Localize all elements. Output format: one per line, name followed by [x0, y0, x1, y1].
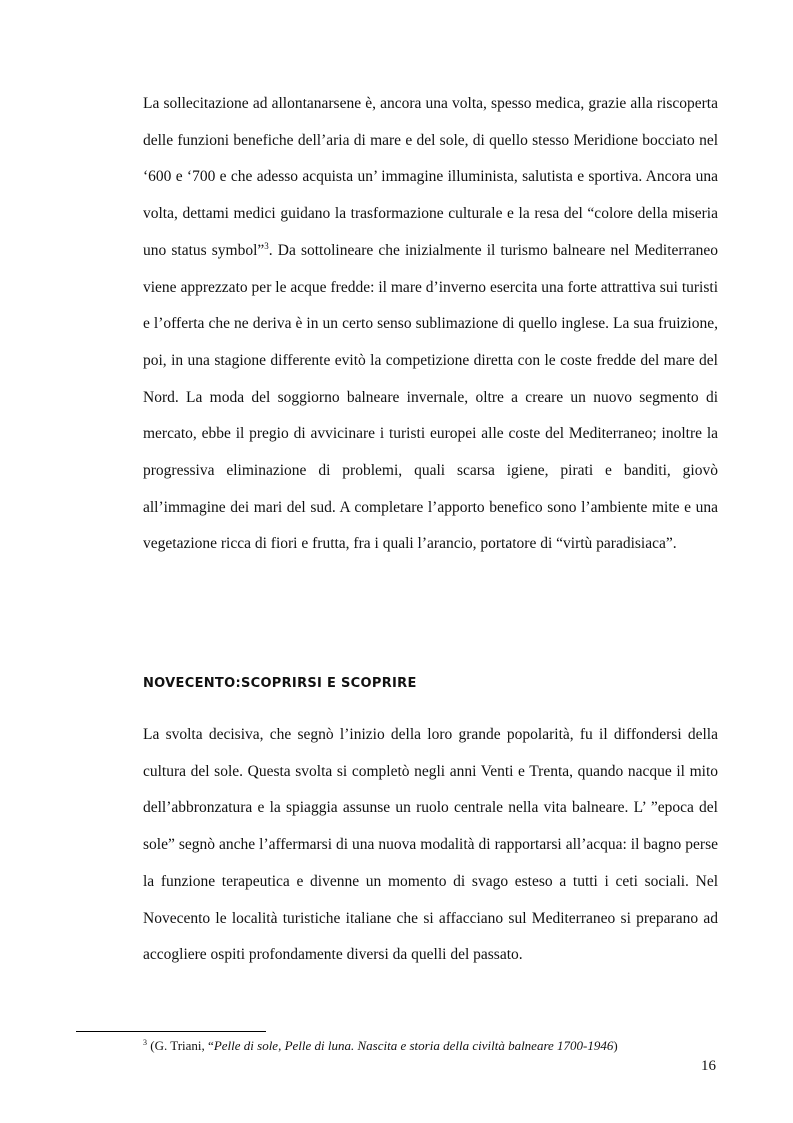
- footnote-prefix: (G. Triani, “: [147, 1038, 214, 1053]
- body-paragraph-1: [143, 86, 718, 563]
- paragraph-1-text-b: . Da sottolineare che inizialmente il turismo balneare nel Mediterraneo viene apprezzato per le acque fredde: il mare d’inverno esercita una forte attrattiva sui turisti e l’offerta che ne deriva è in un certo senso sublimazione di quello inglese. La sua fruizione, poi, in una stagione differente evitò la competizione diretta con le coste fredde del mare del Nord. La moda del soggiorno balneare invernale, oltre a creare un nuovo segmento di mercato, ebbe il pregio di avvicinare i turisti europei alle coste del Mediterraneo; inoltre la progressiva eliminazione di problemi, quali scarsa igiene, pirati e banditi, giovò all’immagine dei mari del sud. A completare l’apporto benefico sono l’ambiente mite e una vegetazione ricca di fiori e frutta, fra i quali l’arancio, portatore di “virtù paradisiaca”.: [143, 241, 718, 553]
- footnote: [143, 1038, 618, 1054]
- footnote-reference: 3: [264, 240, 269, 251]
- section-heading: NOVECENTO:SCOPRIRSI E SCOPRIRE: [143, 676, 417, 691]
- footnote-separator: [76, 1031, 266, 1032]
- body-paragraph-2: La svolta decisiva, che segnò l’inizio della loro grande popolarità, fu il diffondersi della cultura del sole. Questa svolta si completò negli anni Venti e Trenta, quando nacque il mito dell’abbronzatura e la spiaggia assunse un ruolo centrale nella vita balneare. L’ ”epoca del sole” segnò anche l’affermarsi di una nuova modalità di rapportarsi all’acqua: il bagno perse la funzione terapeutica e divenne un momento di svago esteso a tutti i ceti sociali. Nel Novecento le località turistiche italiane che si affacciano sul Mediterraneo si preparano ad accogliere ospiti profondamente diversi da quelli del passato.: [143, 726, 718, 964]
- page-number: 16: [701, 1058, 716, 1074]
- footnote-suffix: ): [613, 1038, 618, 1053]
- footnote-number: 3: [143, 1038, 147, 1047]
- footnote-title-b: Pelle di luna. Nascita e storia della civiltà balneare 1700-1946: [284, 1038, 614, 1053]
- footnote-separator-text: ,: [278, 1038, 285, 1053]
- paragraph-1-text-a: La sollecitazione ad allontanarsene è, ancora una volta, spesso medica, grazie alla riscoperta delle funzioni benefiche dell’aria di mare e del sole, di quello stesso Meridione bocciato nel ‘600 e ‘700 e che adesso acquista un’ immagine illuminista, salutista e sportiva. Ancora una volta, dettami medici guidano la trasformazione culturale e la resa del “colore della miseria uno status symbol”: [143, 95, 718, 259]
- footnote-title-a: Pelle di sole: [213, 1038, 279, 1053]
